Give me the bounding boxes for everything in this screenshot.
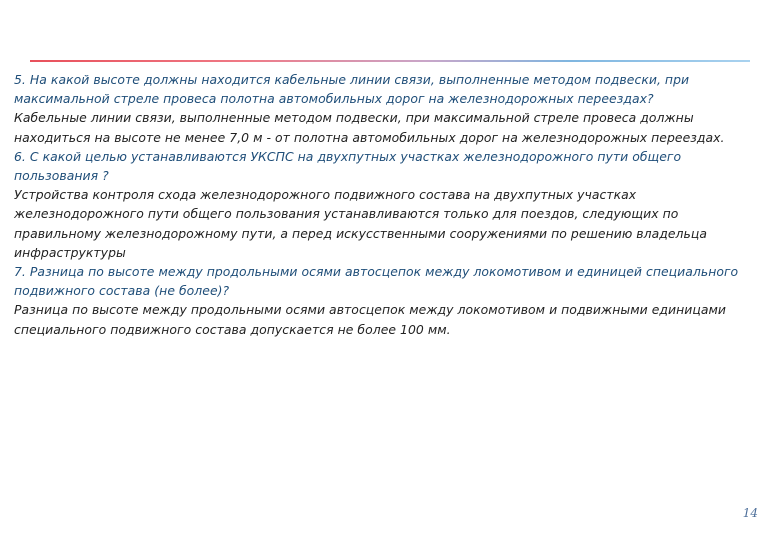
page-number: 14 — [742, 506, 758, 520]
question-6: 6. С какой целью устанавливаются УКСПС на двухпутных участках железнодорожного пути общего пользования ? — [14, 148, 682, 184]
answer-7: Разница по высоте между продольными осями автосцепок между локомотивом и подвижными единицами специального подвижного состава допускается не более 100 мм. — [14, 302, 726, 337]
answer-5: Кабельные линии связи, выполненные методом подвески, при максимальной стреле провеса должны находиться на высоте не менее 7,0 м - от полотна автомобильных дорог на железнодорожных переездах. — [14, 110, 725, 145]
slide-body — [14, 70, 766, 339]
answer-6: Устройства контроля схода железнодорожного подвижного состава на двухпутных участках железнодорожного пути общего пользования устанавливаются только для поездов, следующих по правильному железнодорожному пути, а перед искусственными сооружениями по решению владельца инфраструктуры — [14, 187, 707, 260]
question-5: 5. На какой высоте должны находится кабельные линии связи, выполненные методом подвески, при максимальной стреле провеса полотна автомобильных дорог на железнодорожных переездах? — [14, 72, 690, 107]
question-7: 7. Разница по высоте между продольными осями автосцепок между локомотивом и единицей специального подвижного состава (не более)? — [14, 264, 739, 299]
top-divider-line — [30, 60, 750, 62]
